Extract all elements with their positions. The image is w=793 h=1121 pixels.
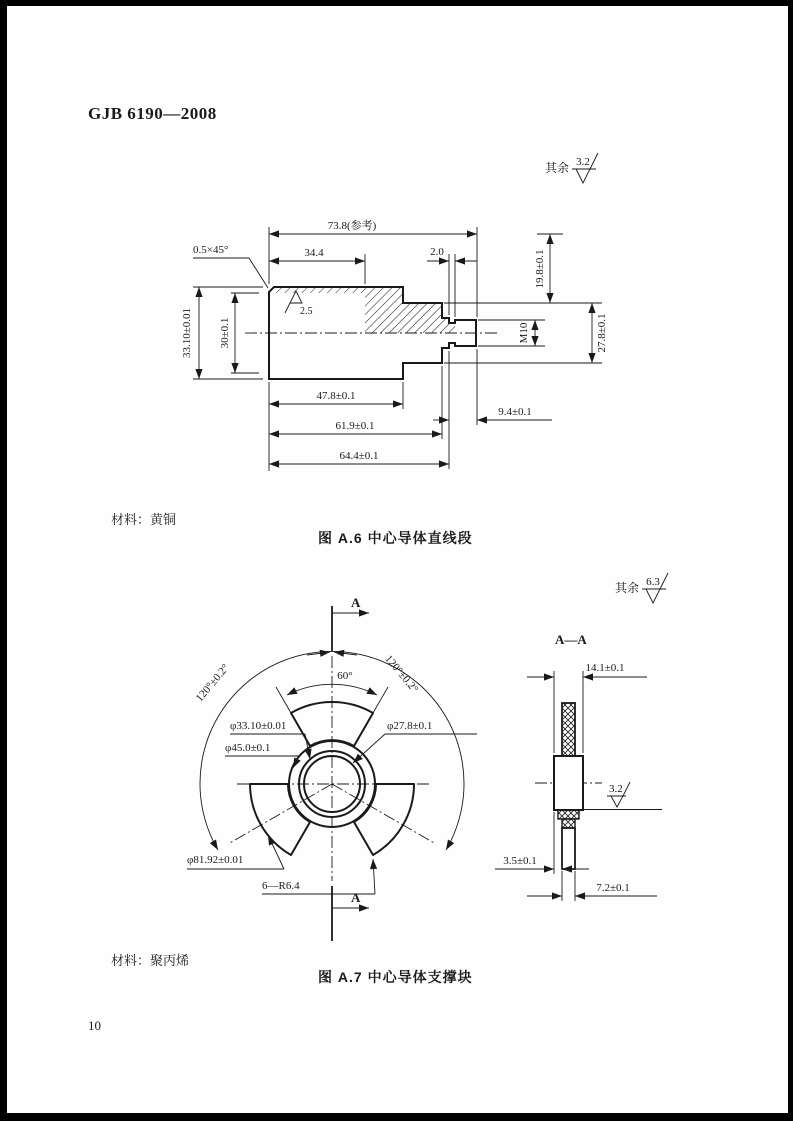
front-view-centerlines	[228, 656, 436, 881]
dim-61-9	[269, 420, 442, 434]
dim-2-0-label: 2.0	[430, 246, 444, 258]
dia-45-0-label: φ45.0±0.1	[225, 742, 271, 754]
dim-33-10-label: 33.10±0.01	[181, 307, 193, 359]
section-view	[495, 632, 662, 901]
roughness-3-2-label: 3.2	[609, 783, 623, 795]
roughness-3-2-mark	[584, 782, 662, 810]
dim-14-1	[527, 662, 647, 753]
dim-64-4-label: 64.4±0.1	[339, 450, 379, 462]
dim-19-8	[534, 234, 550, 303]
dia-81-92-label: φ81.92±0.01	[187, 854, 244, 866]
dim-14-1-label: 14.1±0.1	[585, 662, 625, 674]
dim-2-0	[427, 246, 477, 261]
figure-a7-caption: 图 A.7 中心导体支撑块	[318, 969, 473, 985]
dim-47-8-label: 47.8±0.1	[316, 390, 356, 402]
standard-number: GJB 6190—2008	[88, 104, 217, 123]
page-number: 10	[88, 1018, 101, 1033]
dia-27-8-label: φ27.8±0.1	[387, 720, 433, 732]
dim-7-2-label: 7.2±0.1	[596, 882, 630, 894]
dim-60deg-label: 60°	[337, 670, 353, 682]
dim-7-2	[527, 871, 657, 901]
dim-19-8-label: 19.8±0.1	[534, 249, 546, 289]
material-note-a7: 材料：聚丙烯	[111, 953, 190, 968]
dim-total-ref-label: 73.8(参考)	[327, 220, 377, 232]
dim-33-10	[181, 287, 199, 379]
dim-total-ref	[269, 218, 477, 234]
dim-27-8-label: 27.8±0.1	[596, 313, 608, 353]
surface-note-value: 6.3	[646, 576, 660, 588]
surface-note-prefix: 其余	[544, 161, 570, 175]
figure-a6-drawing	[97, 141, 657, 501]
paper-background	[7, 6, 788, 1113]
section-title: A—A	[555, 632, 587, 647]
dim-47-8	[269, 390, 403, 404]
dia-33-10-label: φ33.10±0.01	[230, 720, 287, 732]
dim-120-left-label: 120°±0.2°	[193, 661, 232, 705]
dim-m10-label: M10	[518, 322, 530, 344]
figure-a6-caption: 图 A.6 中心导体直线段	[318, 530, 473, 546]
section-top-column	[562, 703, 575, 756]
section-cut-line	[332, 595, 369, 941]
dim-120-right-label: 120°±0.2°	[382, 652, 421, 696]
dim-34-4	[269, 247, 365, 261]
section-hub-block	[554, 756, 583, 810]
surface-roughness-note	[545, 153, 598, 183]
dim-9-4	[433, 406, 552, 420]
dim-34-4-label: 34.4	[304, 247, 324, 259]
chamfer-callout	[193, 244, 268, 288]
surface-note-prefix: 其余	[614, 581, 640, 595]
section-neck-hatched	[562, 819, 575, 828]
radius-callout	[262, 859, 375, 894]
section-step-hatched	[558, 810, 579, 819]
section-lower-column	[562, 828, 575, 869]
dim-m10	[518, 320, 535, 346]
dim-3-5-label: 3.5±0.1	[503, 855, 537, 867]
surface-roughness-note	[615, 573, 668, 603]
section-marker-top: A	[351, 595, 361, 610]
figure-a7-drawing	[97, 561, 717, 951]
section-marker-bottom: A	[351, 890, 361, 905]
roughness-2-5-mark	[285, 291, 313, 317]
dim-30-label: 30±0.1	[219, 317, 231, 349]
dim-61-9-label: 61.9±0.1	[335, 420, 375, 432]
radius-note-label: 6—R6.4	[262, 880, 300, 892]
material-note-a6: 材料：黄铜	[111, 512, 177, 527]
chamfer-label: 0.5×45°	[193, 244, 229, 256]
dim-30	[219, 293, 235, 373]
roughness-2-5-label: 2.5	[300, 306, 313, 317]
dim-9-4-label: 9.4±0.1	[498, 406, 532, 418]
dim-64-4	[269, 450, 449, 464]
surface-note-value: 3.2	[576, 156, 590, 168]
dim-27-8	[592, 303, 608, 363]
